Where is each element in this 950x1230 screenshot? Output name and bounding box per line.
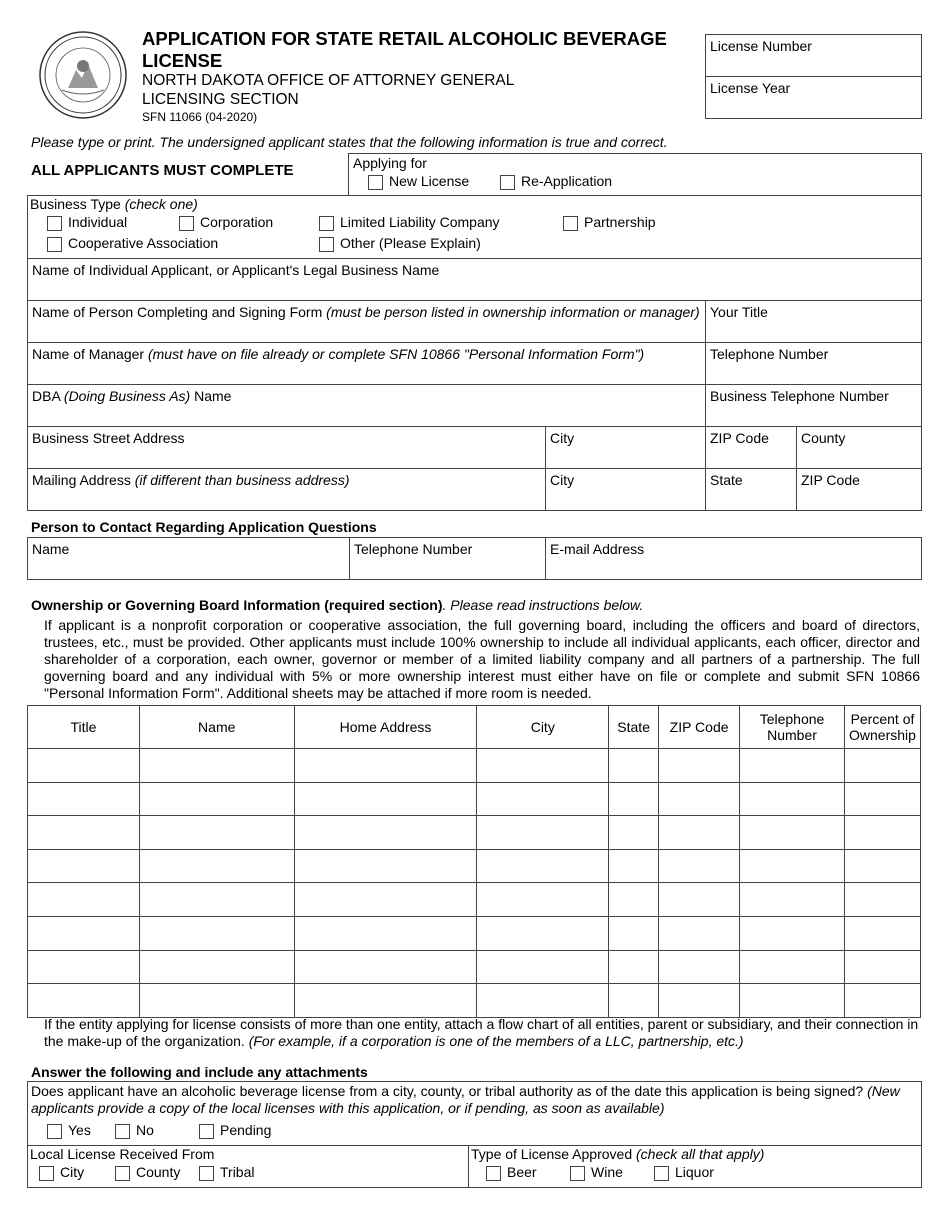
col-zip: ZIP Code bbox=[659, 706, 740, 749]
telephone-label: Telephone Number bbox=[710, 346, 829, 362]
ownership-cell[interactable] bbox=[477, 883, 609, 917]
ownership-cell[interactable] bbox=[609, 883, 659, 917]
license-number-label: License Number bbox=[710, 38, 812, 54]
option-label: Cooperative Association bbox=[68, 235, 219, 251]
checkbox-icon bbox=[115, 1124, 130, 1139]
form-number: SFN 11066 (04-2020) bbox=[142, 110, 258, 124]
business-type-hint: (check one) bbox=[124, 196, 198, 212]
option-label: Individual bbox=[68, 214, 128, 230]
ownership-cell[interactable] bbox=[740, 816, 845, 850]
mailing-zip-label: ZIP Code bbox=[801, 472, 860, 488]
ownership-cell[interactable] bbox=[28, 849, 140, 883]
option-label: Corporation bbox=[200, 214, 274, 230]
new-license-checkbox[interactable] bbox=[368, 173, 469, 190]
checkbox-icon bbox=[47, 1124, 62, 1139]
ownership-cell[interactable] bbox=[740, 916, 845, 950]
all-applicants-heading: ALL APPLICANTS MUST COMPLETE bbox=[31, 162, 294, 179]
ownership-cell[interactable] bbox=[294, 749, 477, 783]
ownership-row bbox=[28, 782, 921, 816]
mailing-hint: (if different than business address) bbox=[134, 472, 350, 488]
business-phone-label: Business Telephone Number bbox=[710, 388, 889, 404]
business-type-label bbox=[30, 196, 198, 212]
ownership-cell[interactable] bbox=[740, 950, 845, 984]
option-label: Re-Application bbox=[521, 173, 613, 189]
ownership-cell[interactable] bbox=[659, 984, 740, 1018]
legal-name-field[interactable] bbox=[27, 258, 922, 301]
mailing-state-field[interactable] bbox=[705, 468, 797, 511]
checkbox-icon bbox=[368, 175, 383, 190]
mailing-text: Mailing Address bbox=[32, 472, 131, 488]
question-text: Does applicant have an alcoholic beverage license from a city, county, or tribal authority as of the date this application is being signed? bbox=[31, 1083, 864, 1099]
checkbox-icon bbox=[319, 216, 334, 231]
type-liquor-checkbox[interactable] bbox=[654, 1164, 714, 1181]
checkbox-icon bbox=[199, 1124, 214, 1139]
contact-name-label: Name bbox=[32, 541, 70, 557]
ownership-cell[interactable] bbox=[477, 749, 609, 783]
business-type-text: Business Type bbox=[30, 196, 121, 212]
checkbox-icon bbox=[115, 1166, 130, 1181]
col-city: City bbox=[477, 706, 609, 749]
option-label: No bbox=[136, 1122, 154, 1138]
business-phone-field[interactable] bbox=[705, 384, 922, 427]
contact-email-label: E-mail Address bbox=[550, 541, 645, 557]
ownership-cell[interactable] bbox=[139, 916, 294, 950]
license-year-field[interactable] bbox=[705, 76, 922, 119]
ownership-cell[interactable] bbox=[609, 849, 659, 883]
contact-phone-label: Telephone Number bbox=[354, 541, 473, 557]
option-label: County bbox=[136, 1164, 181, 1180]
ownership-cell[interactable] bbox=[28, 816, 140, 850]
ownership-cell[interactable] bbox=[477, 984, 609, 1018]
form-title bbox=[142, 28, 667, 72]
ownership-row bbox=[28, 749, 921, 783]
business-type-other[interactable] bbox=[319, 235, 481, 252]
dba-prefix: DBA bbox=[32, 388, 61, 404]
local-license-question bbox=[31, 1083, 916, 1117]
checkbox-icon bbox=[39, 1166, 54, 1181]
business-type-llc[interactable] bbox=[319, 214, 500, 231]
ownership-cell[interactable] bbox=[139, 849, 294, 883]
ownership-cell[interactable] bbox=[659, 849, 740, 883]
ownership-cell[interactable] bbox=[294, 984, 477, 1018]
ownership-cell[interactable] bbox=[659, 883, 740, 917]
footnote-example: (For example, if a corporation is one of the members of a LLC, partnership, etc.) bbox=[248, 1033, 744, 1049]
section-name: LICENSING SECTION bbox=[142, 91, 299, 108]
ownership-heading bbox=[31, 597, 643, 613]
mailing-address-field[interactable] bbox=[27, 468, 546, 511]
ownership-cell[interactable] bbox=[28, 916, 140, 950]
col-telephone: Telephone Number bbox=[740, 706, 845, 749]
option-label: Limited Liability Company bbox=[340, 214, 500, 230]
ownership-cell[interactable] bbox=[477, 816, 609, 850]
dba-hint: (Doing Business As) bbox=[63, 388, 191, 404]
checkbox-icon bbox=[179, 216, 194, 231]
signer-name-label bbox=[32, 304, 700, 320]
your-title-field[interactable] bbox=[705, 300, 922, 343]
mailing-state-label: State bbox=[710, 472, 743, 488]
checkbox-icon bbox=[654, 1166, 669, 1181]
ownership-cell[interactable] bbox=[740, 782, 845, 816]
ownership-cell[interactable] bbox=[844, 816, 920, 850]
ownership-cell[interactable] bbox=[28, 984, 140, 1018]
signer-name-text: Name of Person Completing and Signing Form bbox=[32, 304, 323, 320]
ownership-cell[interactable] bbox=[294, 782, 477, 816]
manager-hint: (must have on file already or complete SFN 10866 "Personal Information Form") bbox=[147, 346, 645, 362]
license-number-field[interactable] bbox=[705, 34, 922, 77]
checkbox-icon bbox=[486, 1166, 501, 1181]
checkbox-icon bbox=[500, 175, 515, 190]
ownership-cell[interactable] bbox=[659, 916, 740, 950]
ownership-cell[interactable] bbox=[659, 782, 740, 816]
local-city-checkbox[interactable] bbox=[39, 1164, 84, 1181]
ownership-cell[interactable] bbox=[28, 950, 140, 984]
ownership-cell[interactable] bbox=[477, 782, 609, 816]
ownership-cell[interactable] bbox=[844, 916, 920, 950]
ownership-cell[interactable] bbox=[294, 883, 477, 917]
option-label: Other (Please Explain) bbox=[340, 235, 481, 251]
ownership-cell[interactable] bbox=[294, 816, 477, 850]
ownership-row bbox=[28, 849, 921, 883]
attachments-heading: Answer the following and include any attachments bbox=[31, 1064, 368, 1080]
business-zip-label: ZIP Code bbox=[710, 430, 769, 446]
manager-name-label bbox=[32, 346, 644, 362]
type-wine-checkbox[interactable] bbox=[570, 1164, 623, 1181]
ownership-cell[interactable] bbox=[844, 883, 920, 917]
option-label: Yes bbox=[68, 1122, 91, 1138]
ownership-cell[interactable] bbox=[294, 916, 477, 950]
telephone-field[interactable] bbox=[705, 342, 922, 385]
checkbox-icon bbox=[570, 1166, 585, 1181]
re-application-checkbox[interactable] bbox=[500, 173, 612, 190]
answer-yes-checkbox[interactable] bbox=[47, 1122, 91, 1139]
mailing-zip-field[interactable] bbox=[796, 468, 922, 511]
ownership-cell[interactable] bbox=[609, 749, 659, 783]
ownership-cell[interactable] bbox=[28, 749, 140, 783]
contact-heading: Person to Contact Regarding Application Questions bbox=[31, 519, 377, 535]
contact-email-field[interactable] bbox=[545, 537, 922, 580]
ownership-paragraph: If applicant is a nonprofit corporation or cooperative association, the full governing board, including the officers and board of directors, trustees, etc., must be provided. Other applicants must include 100% ownership to include all individual applicants, each officer, director and shareholder of a corporation, each owner, governor or member of a limited liability company and all partners of a partnership. The full governing board and any individual with 5% or more ownership interest must either have on file or complete and submit SFN 10866 "Personal Information Form". Additional sheets may be attached if more room is needed. bbox=[44, 617, 920, 701]
business-zip-field[interactable] bbox=[705, 426, 797, 469]
mailing-address-label bbox=[32, 472, 350, 488]
business-type-partnership[interactable] bbox=[563, 214, 656, 231]
street-address-label: Business Street Address bbox=[32, 430, 185, 446]
ownership-cell[interactable] bbox=[844, 950, 920, 984]
local-license-from-label: Local License Received From bbox=[30, 1146, 215, 1162]
option-label: Wine bbox=[591, 1164, 623, 1180]
dba-name-field[interactable] bbox=[27, 384, 706, 427]
ownership-cell[interactable] bbox=[139, 950, 294, 984]
ownership-row bbox=[28, 950, 921, 984]
ownership-cell[interactable] bbox=[609, 816, 659, 850]
manager-name-text: Name of Manager bbox=[32, 346, 145, 362]
license-type-hint: (check all that apply) bbox=[636, 1146, 765, 1162]
license-type-label bbox=[471, 1146, 764, 1162]
ownership-footnote bbox=[44, 1016, 924, 1050]
business-city-field[interactable] bbox=[545, 426, 706, 469]
footnote-text: If the entity applying for license consists of more than one entity, attach a flow chart of all entities, parent or subsidiary, and their connection in the make-up of the organization. bbox=[44, 1016, 919, 1049]
local-county-checkbox[interactable] bbox=[115, 1164, 180, 1181]
ownership-cell[interactable] bbox=[139, 816, 294, 850]
dba-suffix: Name bbox=[194, 388, 232, 404]
question-note: (New applicants provide a copy of the local licenses with this application, or if pending, as soon as available) bbox=[31, 1083, 900, 1116]
ownership-row bbox=[28, 883, 921, 917]
ownership-cell[interactable] bbox=[740, 849, 845, 883]
ownership-row bbox=[28, 984, 921, 1018]
manager-name-field[interactable] bbox=[27, 342, 706, 385]
ownership-cell[interactable] bbox=[659, 816, 740, 850]
option-label: Liquor bbox=[675, 1164, 714, 1180]
ownership-cell[interactable] bbox=[844, 749, 920, 783]
ownership-cell[interactable] bbox=[659, 749, 740, 783]
local-license-question-box bbox=[27, 1081, 922, 1146]
license-type-text: Type of License Approved bbox=[471, 1146, 633, 1162]
ownership-cell[interactable] bbox=[139, 749, 294, 783]
ownership-cell[interactable] bbox=[740, 984, 845, 1018]
option-label: Beer bbox=[507, 1164, 537, 1180]
contact-phone-field[interactable] bbox=[349, 537, 546, 580]
col-title: Title bbox=[28, 706, 140, 749]
license-year-label: License Year bbox=[710, 80, 791, 96]
ownership-cell[interactable] bbox=[844, 782, 920, 816]
county-label: County bbox=[801, 430, 846, 446]
instructions: Please type or print. The undersigned applicant states that the following information is true and correct. bbox=[31, 134, 668, 150]
col-state: State bbox=[609, 706, 659, 749]
license-type-box bbox=[468, 1145, 922, 1188]
option-label: Pending bbox=[220, 1122, 272, 1138]
local-license-from-box bbox=[27, 1145, 469, 1188]
answer-no-checkbox[interactable] bbox=[115, 1122, 154, 1139]
ownership-heading-note: . Please read instructions below. bbox=[442, 597, 644, 613]
business-type-corporation[interactable] bbox=[179, 214, 273, 231]
answer-pending-checkbox[interactable] bbox=[199, 1122, 271, 1139]
signer-name-field[interactable] bbox=[27, 300, 706, 343]
dba-name-label bbox=[32, 388, 231, 404]
ownership-cell[interactable] bbox=[844, 849, 920, 883]
ownership-cell[interactable] bbox=[477, 950, 609, 984]
ownership-cell[interactable] bbox=[28, 883, 140, 917]
col-home-address: Home Address bbox=[294, 706, 477, 749]
ownership-cell[interactable] bbox=[609, 950, 659, 984]
ownership-row bbox=[28, 816, 921, 850]
ownership-heading-text: Ownership or Governing Board Information (required section) bbox=[31, 597, 443, 613]
ownership-cell[interactable] bbox=[139, 984, 294, 1018]
ownership-cell[interactable] bbox=[659, 950, 740, 984]
seal-text bbox=[1, 1, 2, 2]
local-tribal-checkbox[interactable] bbox=[199, 1164, 255, 1181]
ownership-row bbox=[28, 916, 921, 950]
state-seal bbox=[38, 30, 128, 120]
ownership-cell[interactable] bbox=[28, 782, 140, 816]
ownership-cell[interactable] bbox=[477, 849, 609, 883]
ownership-cell[interactable] bbox=[294, 950, 477, 984]
form-title-line1: APPLICATION FOR STATE RETAIL ALCOHOLIC BEVERAGE bbox=[142, 28, 667, 49]
your-title-label: Your Title bbox=[710, 304, 768, 320]
ownership-cell[interactable] bbox=[740, 883, 845, 917]
checkbox-icon bbox=[47, 237, 62, 252]
legal-name-label: Name of Individual Applicant, or Applicant's Legal Business Name bbox=[32, 262, 440, 278]
checkbox-icon bbox=[563, 216, 578, 231]
ownership-cell[interactable] bbox=[740, 749, 845, 783]
mailing-city-field[interactable] bbox=[545, 468, 706, 511]
option-label: Partnership bbox=[584, 214, 656, 230]
business-type-box bbox=[27, 195, 922, 259]
ownership-cell[interactable] bbox=[139, 883, 294, 917]
agency-name: NORTH DAKOTA OFFICE OF ATTORNEY GENERAL bbox=[142, 72, 515, 89]
type-beer-checkbox[interactable] bbox=[486, 1164, 537, 1181]
ownership-cell[interactable] bbox=[139, 782, 294, 816]
option-label: Tribal bbox=[220, 1164, 255, 1180]
ownership-header-row bbox=[28, 706, 921, 749]
checkbox-icon bbox=[319, 237, 334, 252]
signer-hint: (must be person listed in ownership information or manager) bbox=[326, 304, 700, 320]
street-address-field[interactable] bbox=[27, 426, 546, 469]
checkbox-icon bbox=[199, 1166, 214, 1181]
ownership-cell[interactable] bbox=[609, 782, 659, 816]
business-type-cooperative[interactable] bbox=[47, 235, 218, 252]
business-type-individual[interactable] bbox=[47, 214, 127, 231]
checkbox-icon bbox=[47, 216, 62, 231]
col-name: Name bbox=[139, 706, 294, 749]
ownership-cell[interactable] bbox=[477, 916, 609, 950]
contact-name-field[interactable] bbox=[27, 537, 350, 580]
ownership-cell[interactable] bbox=[609, 984, 659, 1018]
ownership-table bbox=[27, 705, 921, 1018]
option-label: New License bbox=[389, 173, 470, 189]
ownership-cell[interactable] bbox=[294, 849, 477, 883]
form-title-line2: LICENSE bbox=[142, 50, 223, 71]
county-field[interactable] bbox=[796, 426, 922, 469]
applying-for-box bbox=[348, 153, 922, 196]
col-percent: Percent of Ownership bbox=[844, 706, 920, 749]
ownership-cell[interactable] bbox=[609, 916, 659, 950]
ownership-cell[interactable] bbox=[844, 984, 920, 1018]
mailing-city-label: City bbox=[550, 472, 575, 488]
option-label: City bbox=[60, 1164, 85, 1180]
applying-for-label: Applying for bbox=[353, 155, 427, 171]
business-city-label: City bbox=[550, 430, 575, 446]
